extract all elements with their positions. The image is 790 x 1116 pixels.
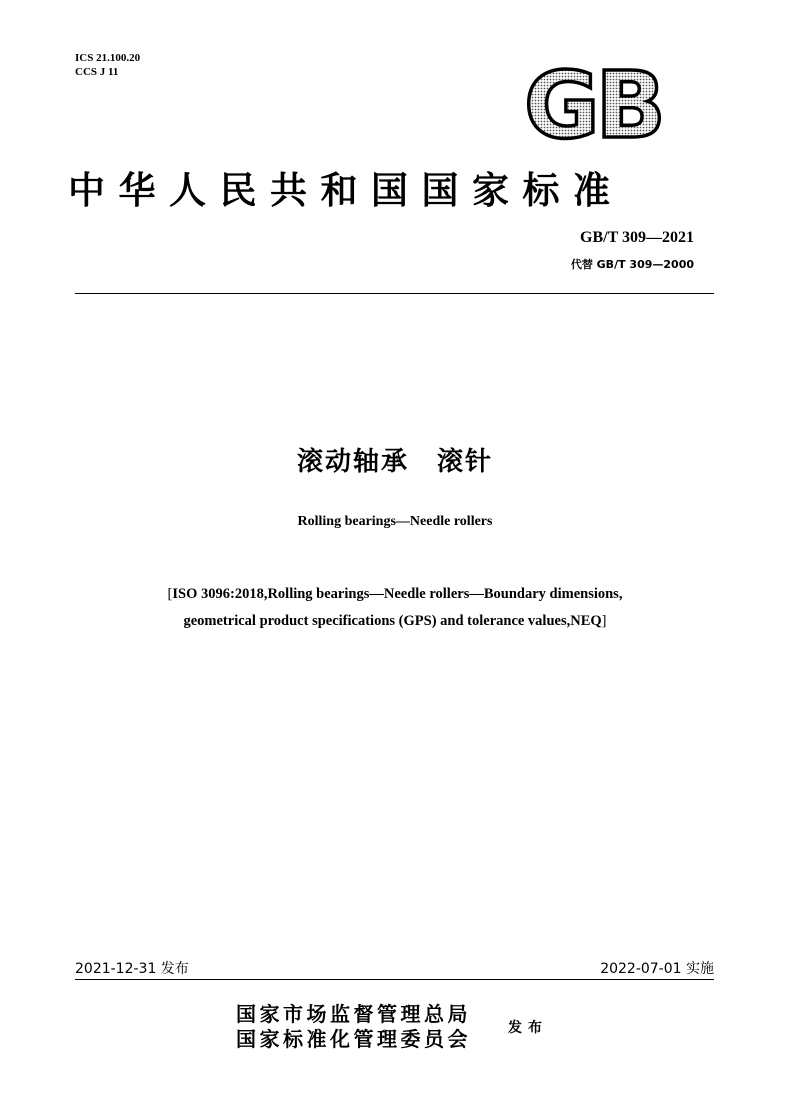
issuing-authorities [236,1002,471,1052]
title-chinese: 滚动轴承 滚针 [296,447,493,477]
title-english: Rolling bearings—Needle rollers [297,514,493,529]
close-bracket: ] [601,613,607,629]
bottom-divider [75,979,714,980]
iso-text-2: geometrical product specifications (GPS) and tolerance values,NEQ [183,613,602,629]
iso-reference-line-1 [80,581,710,608]
publish-date: 2021-12-31 发布 [75,961,189,977]
iso-reference-line-2 [80,608,710,635]
iso-reference [80,581,710,635]
ics-code: ICS 21.100.20 [75,52,141,64]
iso-text-1: ISO 3096:2018,Rolling bearings—Needle rollers—Boundary dimensions, [172,586,623,602]
top-divider [75,293,714,294]
issue-label: 发布 [508,1020,548,1036]
replaces-standard: 代替 GB/T 309—2000 [570,258,694,271]
classification-codes [75,51,140,79]
standard-number: GB/T 309—2021 [580,229,694,246]
implementation-date: 2022-07-01 实施 [600,961,714,977]
issuer-samr: 国家市场监督管理总局 [236,1002,471,1026]
issuer-sac: 国家标准化管理委员会 [236,1027,471,1051]
gb-logo-lettering: GB [524,63,662,143]
national-standard-title: 中华人民共和国国家标准 [68,168,624,212]
open-bracket: [ [167,586,173,602]
ccs-code: CCS J 11 [75,66,119,78]
gb-logo [516,63,670,143]
